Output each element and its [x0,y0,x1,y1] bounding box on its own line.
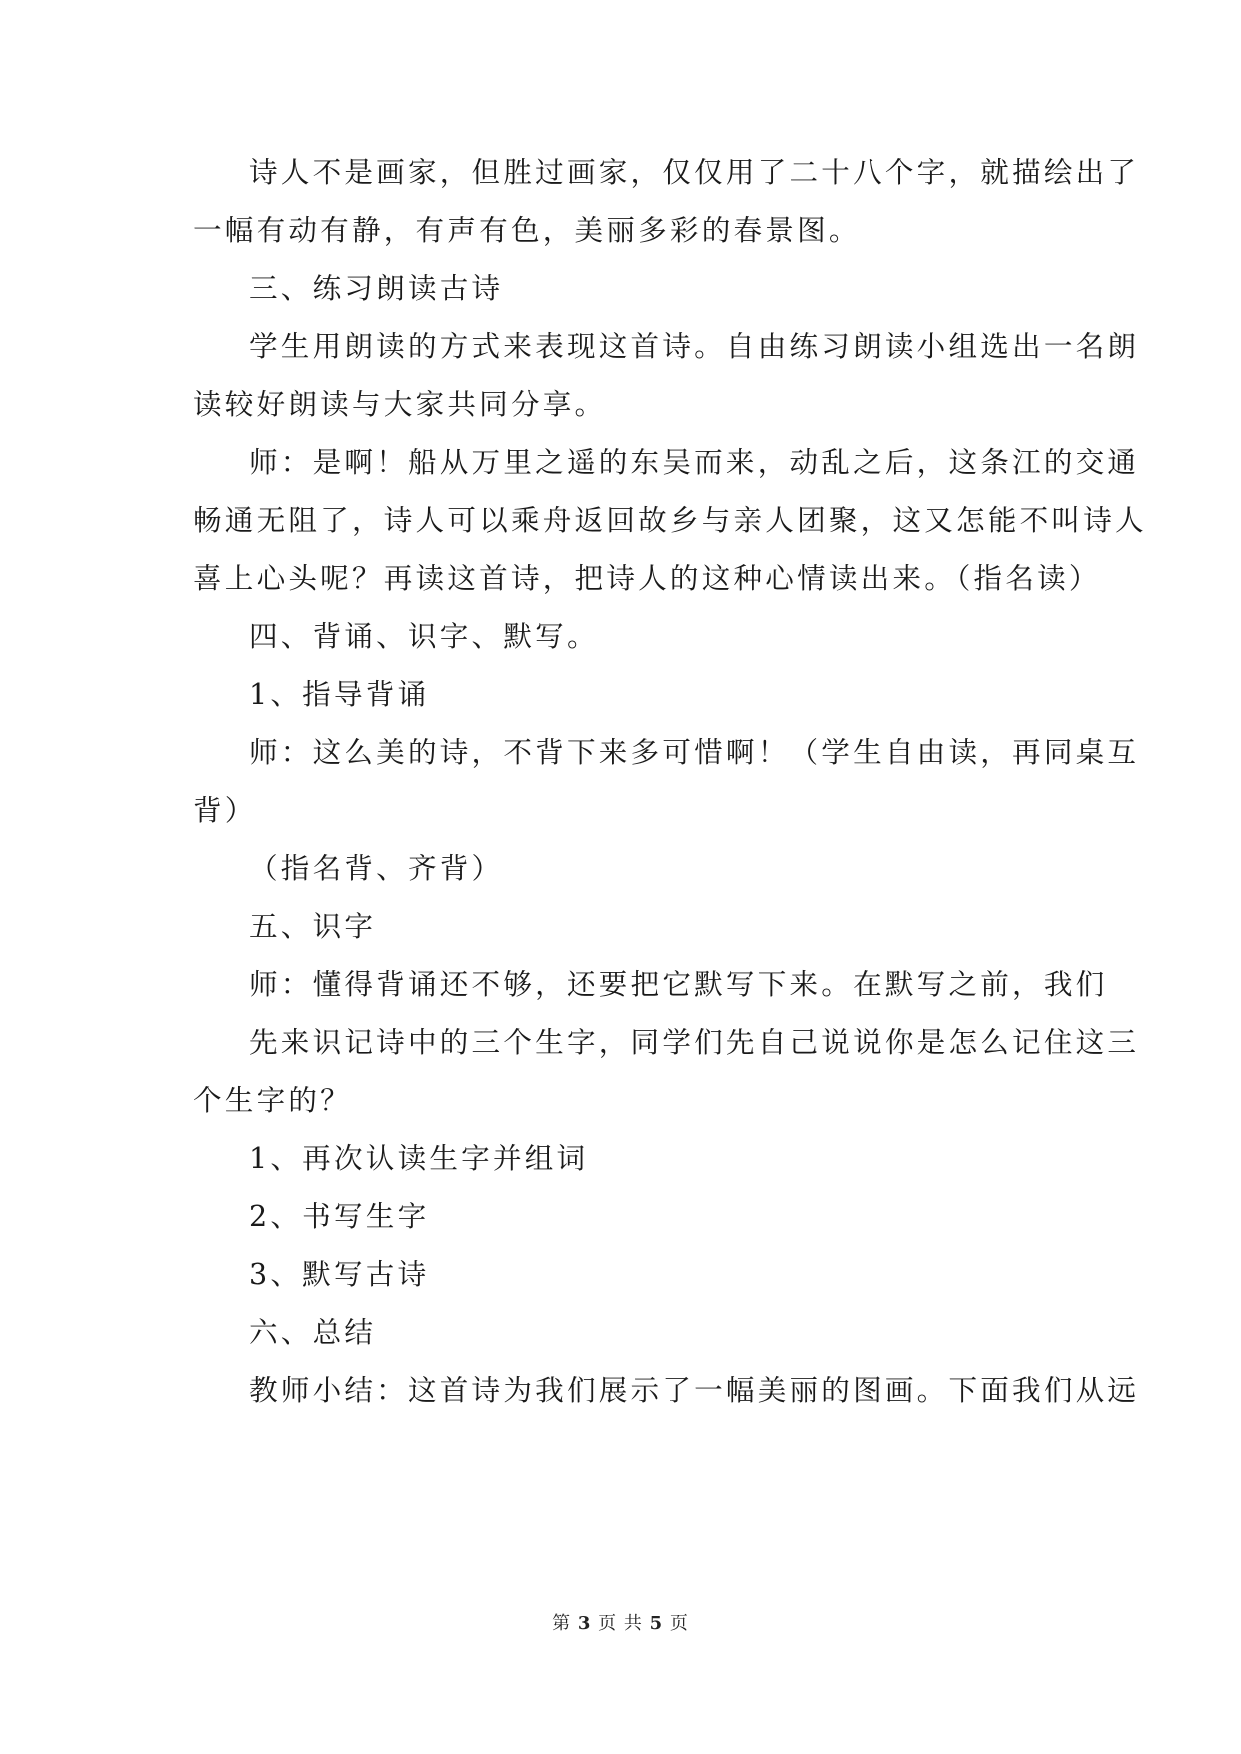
paragraph-line: 师：懂得背诵还不够，还要把它默写下来。在默写之前，我们 [249,967,1108,1001]
paragraph-line: 畅通无阻了，诗人可以乘舟返回故乡与亲人团聚，这又怎能不叫诗人 [193,503,1147,537]
total-page-number: 5 [649,1613,664,1634]
paragraph-line: 师：是啊！船从万里之遥的东吴而来，动乱之后，这条江的交通 [249,445,1140,479]
paragraph-line: 教师小结：这首诗为我们展示了一幅美丽的图画。下面我们从远 [249,1373,1140,1407]
paragraph-line: 诗人不是画家，但胜过画家，仅仅用了二十八个字，就描绘出了 [249,155,1140,189]
footer-prefix: 第 [552,1613,572,1634]
paragraph-line: 个生字的？ [193,1083,352,1117]
paragraph-line: （指名背、齐背） [249,851,504,885]
section-heading: 五、识字 [249,909,377,943]
paragraph-line: 师：这么美的诗，不背下来多可惜啊！（学生自由读，再同桌互 [249,735,1140,769]
paragraph-line: 先来识记诗中的三个生字，同学们先自己说说你是怎么记住这三 [249,1025,1140,1059]
paragraph-line: 背） [193,793,257,827]
section-heading: 四、背诵、识字、默写。 [249,619,599,653]
paragraph-line: 一幅有动有静，有声有色，美丽多彩的春景图。 [193,213,861,247]
paragraph-line: 读较好朗读与大家共同分享。 [193,387,607,421]
footer-suffix: 页 [669,1613,689,1634]
list-item: 1、再次认读生字并组词 [249,1141,589,1175]
paragraph-line: 喜上心头呢？再读这首诗，把诗人的这种心情读出来。（指名读） [193,561,1101,595]
current-page-number: 3 [577,1613,592,1634]
section-heading: 六、总结 [249,1315,377,1349]
page-footer [0,1612,1241,1636]
section-heading: 三、练习朗读古诗 [249,271,504,305]
footer-middle: 页 共 [598,1613,643,1634]
list-item: 1、指导背诵 [249,677,430,711]
paragraph-line: 学生用朗读的方式来表现这首诗。自由练习朗读小组选出一名朗 [249,329,1140,363]
list-item: 2、书写生字 [249,1199,430,1233]
list-item: 3、默写古诗 [249,1257,430,1291]
